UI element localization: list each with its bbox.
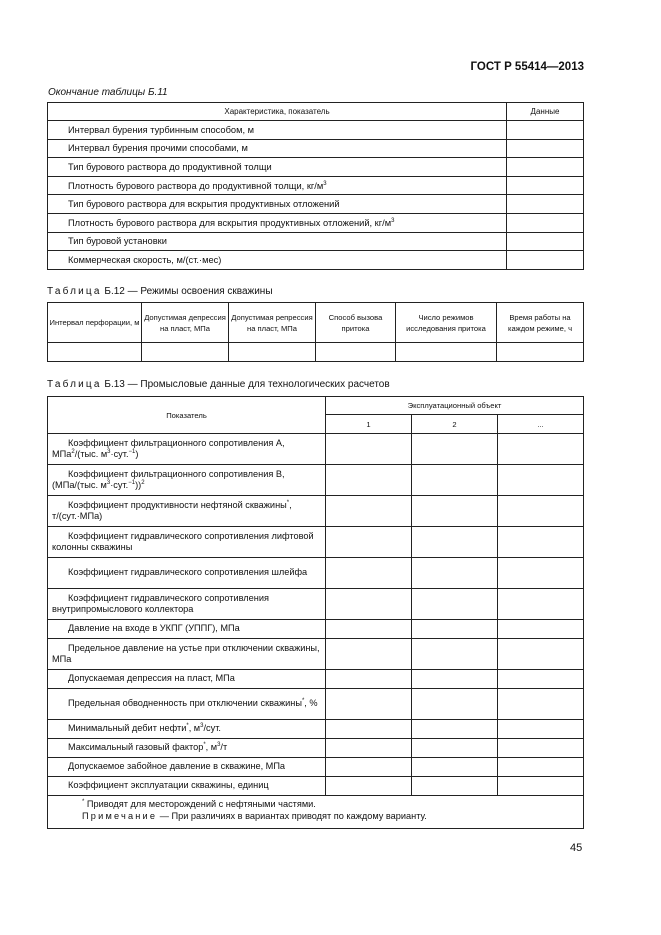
table-b11-data-cell [507, 176, 584, 195]
table-label: Таблица [47, 286, 102, 297]
table-b12-header-depression: Допустимая депрессия на пласт, МПа [142, 303, 229, 343]
standard-number: ГОСТ Р 55414—2013 [470, 61, 584, 73]
caption-text: Б.13 — Промысловые данные для технологических расчетов [104, 379, 390, 390]
table-b13-cell [412, 496, 498, 527]
table-b13-cell [326, 527, 412, 558]
table-b13-row-label: Допускаемая депрессия на пласт, МПа [48, 670, 326, 689]
table-b12-header-time: Время работы на каждом режиме, ч [497, 303, 584, 343]
superscript: −1 [128, 449, 136, 455]
table-b13-cell [326, 670, 412, 689]
table-b11-row-label [48, 213, 507, 232]
row-text: , % [304, 698, 318, 709]
table-b13-cell [326, 639, 412, 670]
superscript: 3 [323, 180, 327, 187]
table-b12-header-modes: Число режимов исследования притока [396, 303, 497, 343]
table-b13-cell [412, 777, 498, 796]
table-b13-row-label [48, 720, 326, 739]
table-b13-row-label: Допускаемое забойное давление в скважине, МПа [48, 758, 326, 777]
table-b13-cell [326, 620, 412, 639]
row-text: , м [188, 723, 201, 734]
table-b13-cell [498, 465, 584, 496]
note-text: — При различиях в вариантах приводят по каждому варианту. [159, 810, 427, 821]
superscript: 3 [217, 742, 221, 749]
table-b13-row-label: Коэффициент эксплуатации скважины, единиц [48, 777, 326, 796]
table-b11-row-label: Интервал бурения прочими способами, м [48, 139, 507, 158]
table-b11-caption: Окончание таблицы Б.11 [48, 87, 168, 98]
superscript: 2 [141, 480, 145, 486]
table-b13-cell [498, 589, 584, 620]
row-text: ·сут. [110, 449, 129, 459]
table-b13-subheader-1: 1 [326, 415, 412, 434]
note [82, 811, 583, 823]
table-label: Таблица [47, 379, 102, 390]
table-b13-row-label: Предельное давление на устье при отключении скважины, МПа [48, 639, 326, 670]
footnote [82, 799, 583, 811]
table-b11-data-cell [507, 232, 584, 251]
table-b13-header-object: Эксплуатационный объект [326, 397, 584, 415]
table-b13-cell [498, 527, 584, 558]
table-b13-row-label [48, 689, 326, 720]
table-b11 [47, 102, 584, 270]
table-b11-data-cell [507, 139, 584, 158]
table-b13-cell [412, 739, 498, 758]
note-label: Примечание [82, 810, 158, 821]
superscript: −1 [128, 480, 136, 486]
table-b12 [47, 302, 584, 362]
table-b13-cell [498, 739, 584, 758]
table-b12-header-method: Способ вызова притока [316, 303, 396, 343]
row-text: т/(сут.·МПа) [52, 511, 103, 521]
footnote-marker: * [82, 799, 85, 805]
table-b11-header-data: Данные [507, 103, 584, 121]
table-b12-header-interval: Интервал перфорации, м [48, 303, 142, 343]
footnote-text: Приводят для месторождений с нефтяными частями. [86, 799, 316, 809]
superscript: 3 [391, 217, 395, 224]
row-text: Максимальный газовый фактор [68, 742, 204, 753]
table-b13-cell [412, 620, 498, 639]
row-text: /сут. [203, 723, 221, 734]
table-b13-subheader-2: 2 [412, 415, 498, 434]
table-b13-cell [498, 434, 584, 465]
table-b13-cell [412, 639, 498, 670]
table-b11-data-cell [507, 213, 584, 232]
table-b13-cell [498, 670, 584, 689]
table-b13-cell [326, 739, 412, 758]
row-text: Коэффициент продуктивности нефтяной скважины [68, 499, 287, 510]
row-text: Коэффициент фильтрационного сопротивления А, [68, 437, 285, 448]
superscript: * [203, 742, 206, 749]
table-b13-cell [412, 465, 498, 496]
row-text: Предельная обводненность при отключении скважины [68, 698, 302, 709]
row-text: Коэффициент фильтрационного сопротивления В, [68, 468, 285, 479]
row-text: ·сут. [110, 480, 129, 490]
table-b13-row-label [48, 739, 326, 758]
table-b13 [47, 396, 584, 829]
superscript: * [186, 723, 189, 730]
superscript: * [301, 698, 305, 705]
row-text: Минимальный дебит нефти [68, 723, 187, 734]
superscript: 3 [106, 480, 111, 486]
row-text: МПа [52, 449, 72, 459]
table-b13-cell [498, 558, 584, 589]
table-b13-cell [326, 496, 412, 527]
table-b12-cell [396, 343, 497, 362]
table-b13-cell [498, 639, 584, 670]
table-b13-subheader-more: ... [498, 415, 584, 434]
table-b13-row-label [48, 434, 326, 465]
row-text: /(тыс. м [74, 449, 108, 459]
table-b13-cell [412, 558, 498, 589]
table-b13-cell [412, 670, 498, 689]
row-text: /т [220, 742, 228, 753]
table-b13-cell [498, 689, 584, 720]
table-b11-row-label: Тип буровой установки [48, 232, 507, 251]
superscript: 3 [200, 723, 204, 730]
table-b13-cell [498, 620, 584, 639]
table-b13-cell [326, 777, 412, 796]
table-b12-cell [48, 343, 142, 362]
table-b13-cell [498, 758, 584, 777]
table-b13-row-label: Коэффициент гидравлического сопротивления лифтовой колонны скважины [48, 527, 326, 558]
table-b11-header-characteristic: Характеристика, показатель [48, 103, 507, 121]
page-number: 45 [570, 842, 583, 854]
table-b13-cell [412, 434, 498, 465]
table-b13-cell [412, 589, 498, 620]
table-b13-cell [412, 689, 498, 720]
table-b13-cell [326, 558, 412, 589]
table-b13-footer [48, 796, 584, 829]
table-b11-row-label: Тип бурового раствора для вскрытия продуктивных отложений [48, 195, 507, 214]
table-b13-row-label: Коэффициент гидравлического сопротивления шлейфа [48, 558, 326, 589]
table-b13-cell [326, 758, 412, 777]
row-text: )) [135, 480, 142, 490]
table-b13-cell [326, 434, 412, 465]
table-b12-cell [142, 343, 229, 362]
table-b11-row-label: Тип бурового раствора до продуктивной толщи [48, 158, 507, 177]
table-b13-cell [498, 777, 584, 796]
table-b11-data-cell [507, 195, 584, 214]
table-b13-cell [326, 589, 412, 620]
table-b13-row-label [48, 465, 326, 496]
table-b13-row-label [48, 496, 326, 527]
row-text: , [289, 499, 292, 510]
table-b12-cell [497, 343, 584, 362]
table-b12-caption [47, 286, 273, 297]
table-b12-cell [229, 343, 316, 362]
caption-text: Б.12 — Режимы освоения скважины [104, 286, 273, 297]
table-b13-row-label: Давление на входе в УКПГ (УППГ), МПа [48, 620, 326, 639]
row-text: ) [135, 449, 139, 459]
table-b11-data-cell [507, 121, 584, 140]
table-b11-row-label: Коммерческая скорость, м/(ст.·мес) [48, 251, 507, 270]
table-b11-data-cell [507, 158, 584, 177]
table-b13-header-indicator: Показатель [48, 397, 326, 434]
table-b12-cell [316, 343, 396, 362]
superscript: 2 [71, 449, 75, 455]
table-b12-header-repression: Допустимая репрессия на пласт, МПа [229, 303, 316, 343]
table-b11-data-cell [507, 251, 584, 270]
superscript: 3 [107, 449, 111, 455]
table-b13-cell [412, 758, 498, 777]
superscript: * [286, 499, 290, 506]
table-b13-cell [498, 496, 584, 527]
row-text: Плотность бурового раствора для вскрытия продуктивных отложений, кг/м [68, 217, 392, 228]
table-b13-cell [498, 720, 584, 739]
table-b13-caption [47, 379, 390, 390]
table-b11-row-label: Интервал бурения турбинным способом, м [48, 121, 507, 140]
table-b13-row-label: Коэффициент гидравлического сопротивления внутрипромыслового коллектора [48, 589, 326, 620]
table-b13-cell [326, 465, 412, 496]
table-b13-cell [412, 527, 498, 558]
row-text: Плотность бурового раствора до продуктивной толщи, кг/м [68, 180, 324, 191]
table-b13-cell [326, 689, 412, 720]
row-text: , м [205, 742, 218, 753]
table-b13-cell [412, 720, 498, 739]
row-text: (МПа/(тыс. м [52, 480, 107, 490]
table-b13-cell [326, 720, 412, 739]
table-b11-row-label [48, 176, 507, 195]
